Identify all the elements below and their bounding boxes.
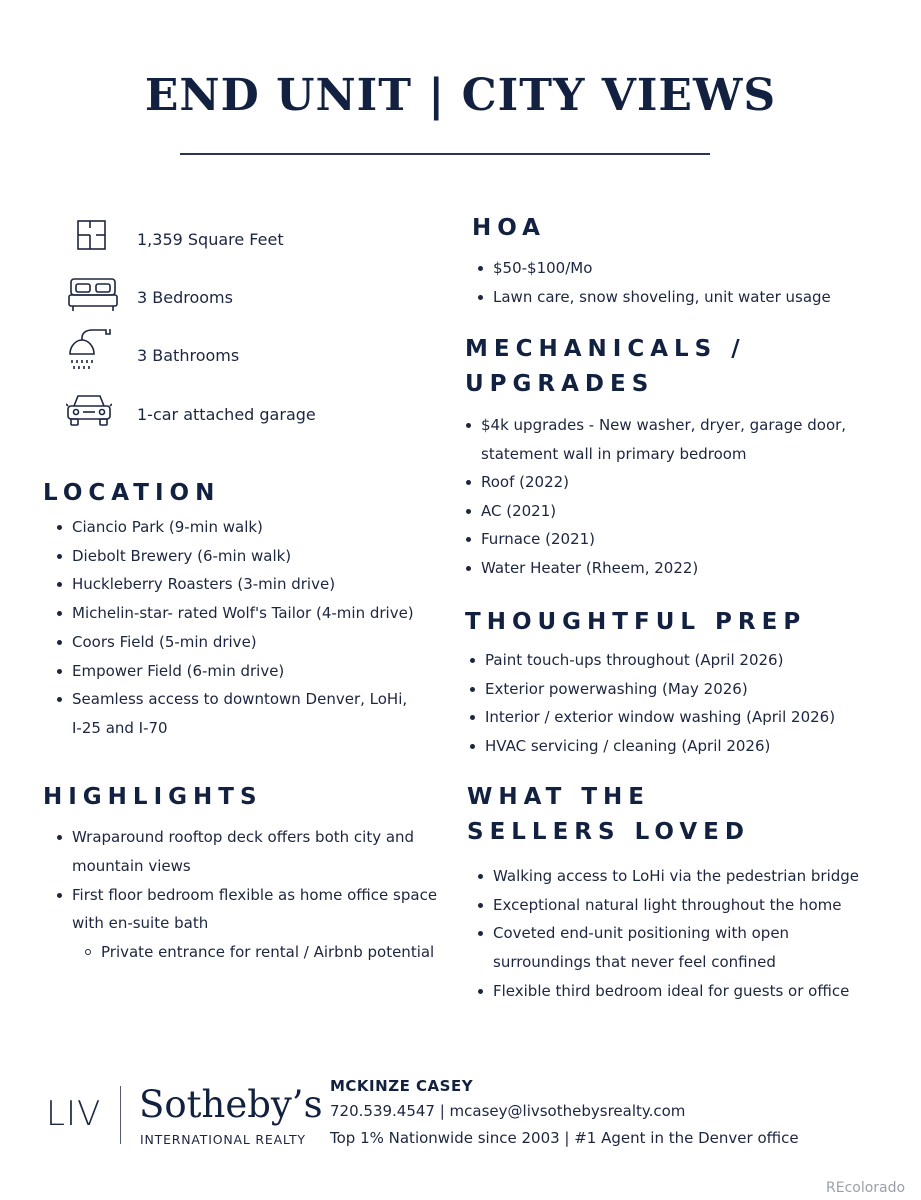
list-item: Huckleberry Roasters (3-min drive): [55, 570, 445, 599]
list-item: Water Heater (Rheem, 2022): [464, 554, 894, 583]
list-item: Flexible third bedroom ideal for guests or office: [476, 977, 906, 1006]
mechanicals-heading-line2: UPGRADES: [465, 371, 655, 397]
hoa-list: [476, 254, 896, 311]
list-item: Roof (2022): [464, 468, 894, 497]
highlights-heading: HIGHLIGHTS: [43, 784, 263, 810]
list-item: Exceptional natural light throughout the home: [476, 891, 906, 920]
list-item: Seamless access to downtown Denver, LoHi,: [55, 685, 445, 714]
bed-icon: [67, 276, 119, 314]
agent-name: MCKINZE CASEY: [330, 1077, 474, 1095]
list-item: Diebolt Brewery (6-min walk): [55, 542, 445, 571]
mechanicals-heading: [465, 332, 746, 402]
location-list: [55, 513, 445, 714]
list-item: Paint touch-ups throughout (April 2026): [468, 646, 898, 675]
list-item: Michelin-star- rated Wolf's Tailor (4-min drive): [55, 599, 445, 628]
page-title: END UNIT | CITY VIEWS: [144, 70, 777, 121]
highlights-list: [55, 823, 450, 852]
sellers-heading: [467, 780, 750, 850]
mechanicals-item-continued: statement wall in primary bedroom: [481, 445, 747, 463]
location-heading: LOCATION: [43, 480, 221, 506]
list-item: Furnace (2021): [464, 525, 894, 554]
highlights-sublist: [55, 938, 450, 967]
highlights-item-continued: with en-suite bath: [72, 914, 209, 932]
sothebys-logo: Sotheby’s: [139, 1083, 323, 1126]
sellers-list-2: [476, 977, 906, 1006]
list-item: $4k upgrades - New washer, dryer, garage door,: [464, 411, 894, 440]
list-item: Ciancio Park (9-min walk): [55, 513, 445, 542]
mechanicals-list-2: [464, 468, 894, 583]
list-item: Wraparound rooftop deck offers both city and: [55, 823, 450, 852]
highlights-list-2: [55, 881, 450, 910]
prep-list: [468, 646, 898, 761]
floorplan-icon: [76, 219, 108, 251]
feature-garage: 1-car attached garage: [137, 405, 316, 424]
mechanicals-heading-line1: MECHANICALS /: [465, 336, 746, 362]
liv-logo: LIV: [46, 1094, 102, 1134]
sub-list-item: Private entrance for rental / Airbnb potential: [55, 938, 450, 967]
feature-square-feet: 1,359 Square Feet: [137, 230, 284, 249]
list-item: HVAC servicing / cleaning (April 2026): [468, 732, 898, 761]
list-item: First floor bedroom flexible as home office space: [55, 881, 450, 910]
feature-bedrooms: 3 Bedrooms: [137, 288, 233, 307]
title-divider: [180, 153, 710, 155]
list-item: Lawn care, snow shoveling, unit water usage: [476, 283, 896, 312]
location-item-continued: I-25 and I-70: [72, 719, 168, 737]
hoa-heading: HOA: [472, 215, 546, 241]
sellers-list: [476, 862, 906, 948]
car-icon: [66, 392, 112, 428]
agent-tagline: Top 1% Nationwide since 2003 | #1 Agent in the Denver office: [330, 1129, 799, 1147]
list-item: AC (2021): [464, 497, 894, 526]
list-item: Coors Field (5-min drive): [55, 628, 445, 657]
sellers-heading-line2: SELLERS LOVED: [467, 819, 750, 845]
list-item: Coveted end-unit positioning with open: [476, 919, 906, 948]
sellers-heading-line1: WHAT THE: [467, 784, 650, 810]
sellers-item-continued: surroundings that never feel confined: [493, 953, 776, 971]
list-item: Walking access to LoHi via the pedestrian bridge: [476, 862, 906, 891]
international-realty-label: INTERNATIONAL REALTY: [140, 1132, 306, 1147]
list-item: $50-$100/Mo: [476, 254, 896, 283]
shower-icon: [66, 328, 114, 372]
list-item: Exterior powerwashing (May 2026): [468, 675, 898, 704]
feature-bathrooms: 3 Bathrooms: [137, 346, 240, 365]
prep-heading: THOUGHTFUL PREP: [465, 609, 807, 635]
recolorado-watermark: REcolorado: [826, 1180, 906, 1196]
highlights-item-continued: mountain views: [72, 857, 191, 875]
mechanicals-list: [464, 411, 894, 440]
logo-divider: [120, 1086, 121, 1144]
list-item: Interior / exterior window washing (April 2026): [468, 703, 898, 732]
list-item: Empower Field (6-min drive): [55, 657, 445, 686]
agent-contact: 720.539.4547 | mcasey@livsothebysrealty.com: [330, 1102, 686, 1120]
